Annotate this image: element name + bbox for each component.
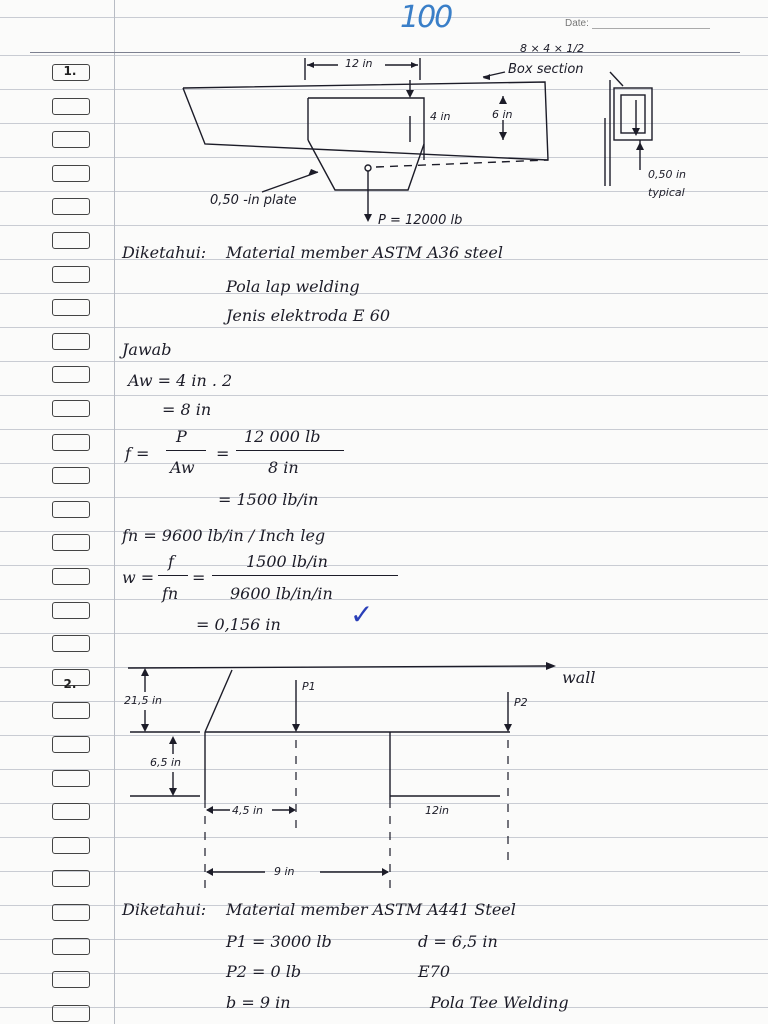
p2-row-2-left: b = 9 in [226, 993, 291, 1012]
p1-aw-2: = 8 in [162, 400, 212, 419]
p1-w-result: = 0,156 in [196, 615, 281, 634]
dim-h6: 6 in [492, 108, 513, 121]
p1-w-lhs: w = [122, 568, 155, 587]
p1-f-den2: 8 in [268, 458, 299, 477]
p1-f-result: = 1500 lb/in [218, 490, 319, 509]
problem-1-number: 1. [63, 64, 77, 78]
p1-w-den1: fn [162, 584, 179, 603]
typical-thickness: 0,50 in [648, 168, 687, 181]
p1-answer-label: Jawab [122, 340, 172, 359]
p1-f-lhs: f = [125, 444, 150, 463]
p1-load-label: P1 [302, 680, 316, 693]
p1-w-den2: 9600 lb/in/in [230, 584, 333, 603]
p1-f-eq: = [216, 444, 230, 463]
p2-given-material: Material member ASTM A441 Steel [226, 900, 516, 919]
box-section-label: Box section [508, 62, 584, 77]
plate-label: 0,50 -in plate [210, 193, 297, 208]
p2-row-1-right: E70 [418, 962, 451, 981]
load-label: P = 12000 lb [378, 213, 463, 228]
p1-given-1: Pola lap welding [226, 277, 360, 296]
p1-given-2: Jenis elektroda E 60 [226, 306, 391, 325]
grade-mark: 100 [400, 0, 452, 35]
p2-given-label: Diketahui: [122, 900, 207, 919]
problem-2-number: 2. [63, 677, 77, 691]
date-label: Date: [565, 18, 589, 29]
p2-row-2-right: Pola Tee Welding [430, 993, 569, 1012]
p1-aw-1: Aw = 4 in . 2 [128, 371, 233, 390]
dim-9: 9 in [274, 865, 295, 878]
p2-row-0-left: P1 = 3000 lb [226, 932, 332, 951]
p1-w-num2: 1500 lb/in [246, 552, 328, 571]
p1-fn: fn = 9600 lb/in / Inch leg [122, 526, 326, 545]
p2-row-1-left: P2 = 0 lb [226, 962, 302, 981]
dim-21-5: 21,5 in [124, 694, 163, 707]
p2-load-label: P2 [514, 696, 528, 709]
p1-f-den1: Aw [170, 458, 195, 477]
p1-f-num2: 12 000 lb [244, 427, 321, 446]
p2-row-0-right: d = 6,5 in [418, 932, 498, 951]
check-mark: ✓ [350, 598, 374, 631]
p1-given-label: Diketahui: [122, 243, 207, 262]
wall-label: wall [562, 668, 596, 687]
p1-w-num1: f [168, 552, 174, 571]
box-dims: 8 × 4 × 1/2 [520, 42, 585, 55]
dim-width-12: 12 in [345, 57, 373, 70]
dim-12: 12in [425, 804, 450, 817]
p1-given-0: Material member ASTM A36 steel [226, 243, 503, 262]
dim-6-5: 6,5 in [150, 756, 182, 769]
dim-h4: 4 in [430, 110, 451, 123]
p1-w-eq: = [192, 568, 206, 587]
dim-4-5: 4,5 in [232, 804, 264, 817]
p1-f-num1: P [176, 427, 187, 446]
typical-label: typical [648, 186, 685, 199]
